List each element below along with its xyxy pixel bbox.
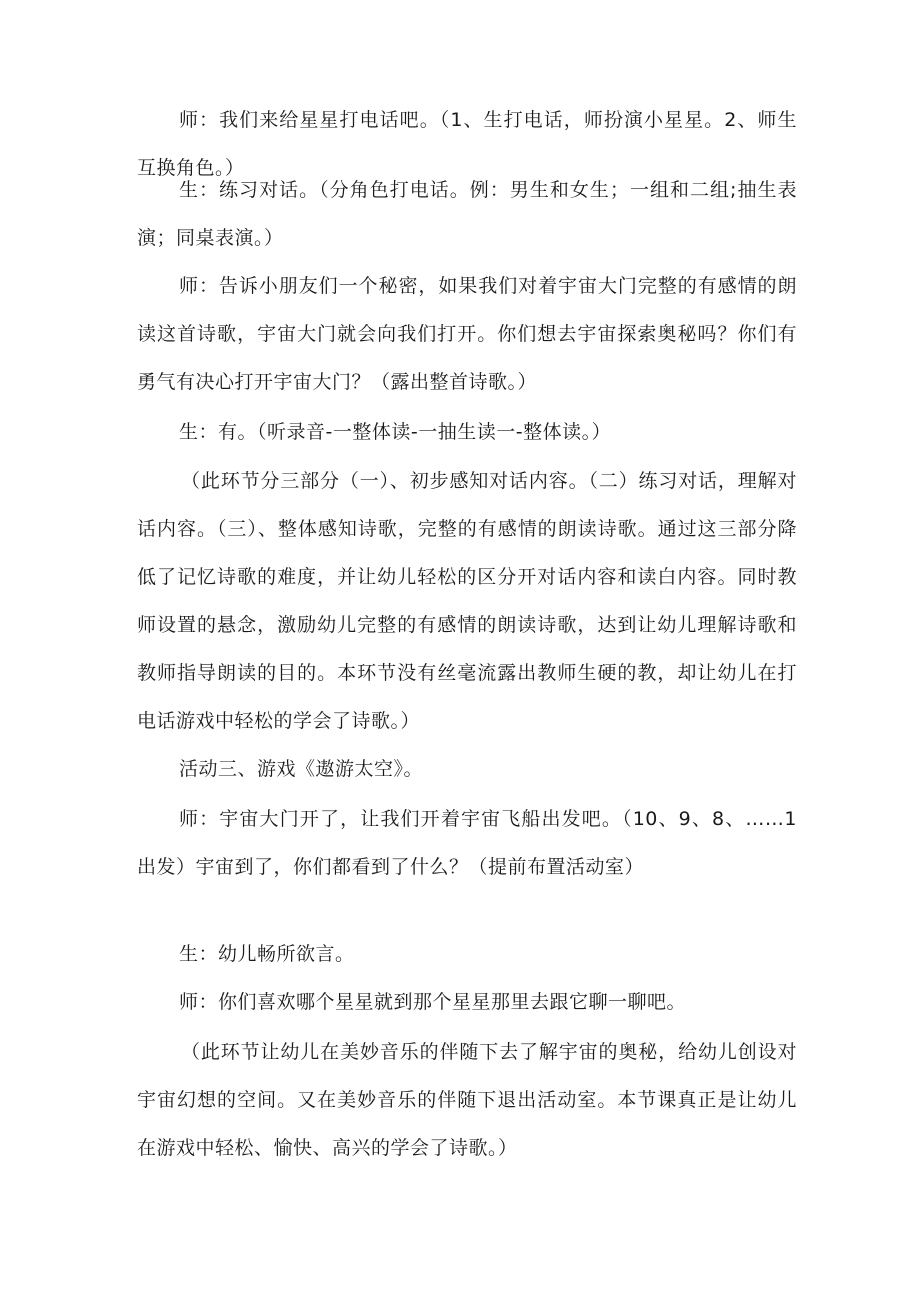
paragraph-section-note-1: （此环节分三部分（一）、初步感知对话内容。（二）练习对话，理解对话内容。（三）、整体感知诗歌，完整的有感情的朗读诗歌。通过这三部分降低了记忆诗歌的难度，并让幼儿轻松的区分开对话内容和读白内容。同时教师设置的悬念，激励幼儿完整的有感情的朗读诗歌，达到让幼儿理解诗歌和教师指导朗读的目的。本环节没有丝毫流露出教师生硬的教，却让幼儿在打电话游戏中轻松的学会了诗歌。） xyxy=(137,470,797,732)
paragraph-teacher-door-open: 师：宇宙大门开了，让我们开着宇宙飞船出发吧。（10、9、8、……1出发）宇宙到了，你们都看到了什么？（提前布置活动室） xyxy=(137,808,797,878)
paragraph-student-practice-dialogue: 生：练习对话。（分角色打电话。例：男生和女生；一组和二组;抽生表演；同桌表演。） xyxy=(137,179,797,249)
paragraph-activity-three: 活动三、游戏《遨游太空》。 xyxy=(179,758,424,780)
paragraph-student-speak-freely: 生：幼儿畅所欲言。 xyxy=(179,943,355,965)
paragraph-teacher-secret: 师：告诉小朋友们一个秘密，如果我们对着宇宙大门完整的有感情的朗读这首诗歌，宇宙大门就会向我们打开。你们想去宇宙探索奥秘吗？你们有勇气有决心打开宇宙大门？（露出整首诗歌。） xyxy=(137,275,797,393)
paragraph-teacher-call-stars: 师：我们来给星星打电话吧。（1、生打电话，师扮演小星星。2、师生互换角色。） xyxy=(137,109,797,179)
paragraph-teacher-chat-star: 师：你们喜欢哪个星星就到那个星星那里去跟它聊一聊吧。 xyxy=(179,991,687,1013)
paragraph-student-yes: 生：有。（听录音-一整体读-一抽生读一-整体读。） xyxy=(179,421,612,443)
paragraph-section-note-2: （此环节让幼儿在美妙音乐的伴随下去了解宇宙的奥秘，给幼儿创设对宇宙幻想的空间。又在美妙音乐的伴随下退出活动室。本节课真正是让幼儿在游戏中轻松、愉快、高兴的学会了诗歌。） xyxy=(137,1041,797,1159)
